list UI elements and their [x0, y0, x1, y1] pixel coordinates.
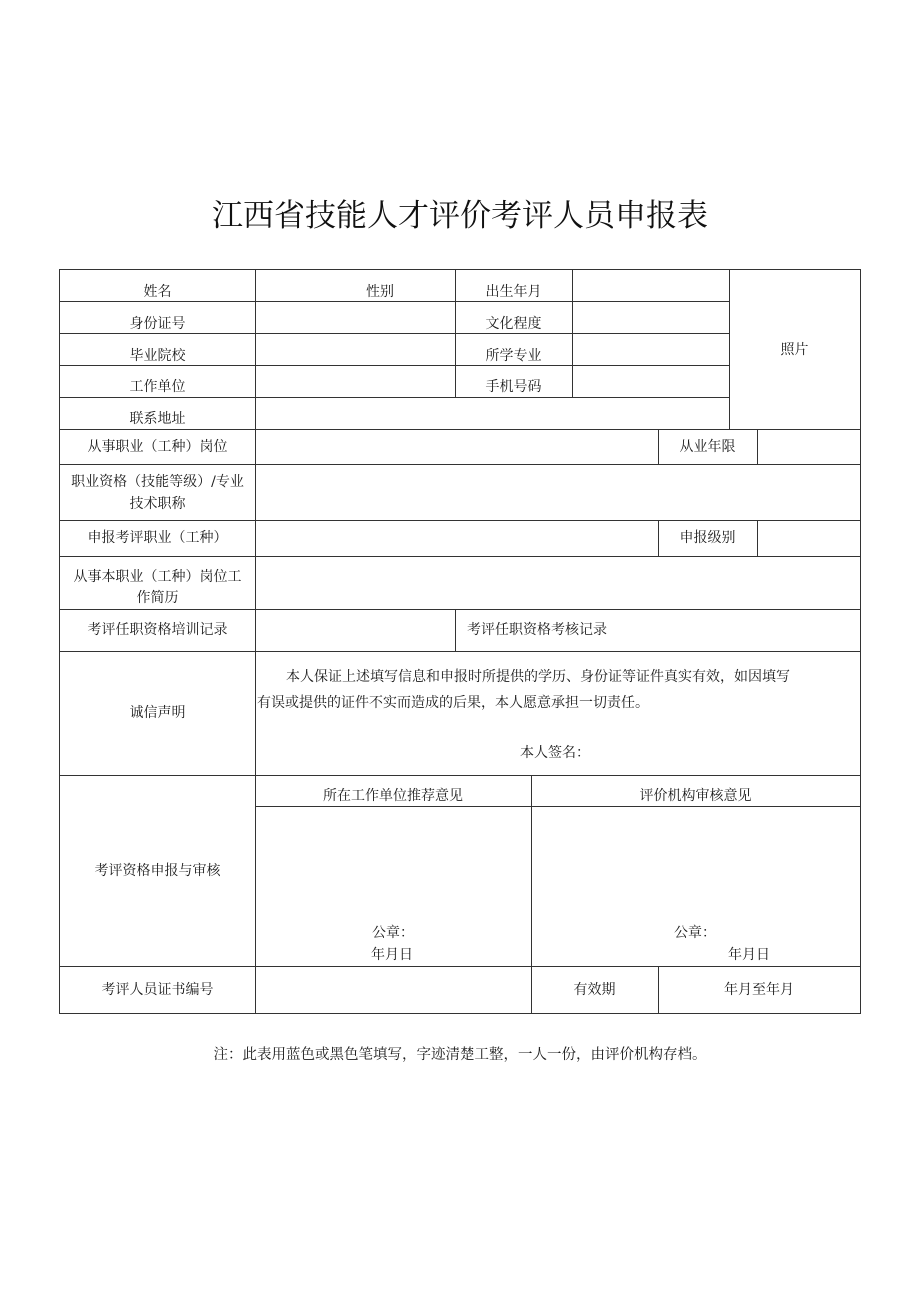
label-school: 毕业院校: [129, 348, 186, 364]
integrity-statement-line1: 本人保证上述填写信息和申报时所提供的学历、身份证等证件真实有效，如因填写: [286, 669, 790, 685]
date-right-label: 年月日: [728, 947, 770, 963]
footnote: 注：此表用蓝色或黑色笔填写，字迹清楚工整，一人一份，由评价机构存档。: [213, 1047, 707, 1063]
row-divider: [60, 464, 860, 465]
validity-range: 年月至年月: [724, 982, 794, 998]
label-work-unit: 工作单位: [129, 379, 186, 395]
row-divider: [60, 365, 729, 366]
col-divider: [455, 609, 456, 651]
label-occupation: 从事职业（工种）岗位: [87, 439, 228, 455]
signature-label: 本人签名：: [520, 745, 590, 761]
label-birth: 出生年月: [485, 284, 542, 300]
col-divider: [255, 270, 256, 1013]
label-training-record: 考评任职资格培训记录: [87, 622, 228, 638]
row-divider: [60, 301, 729, 302]
label-cert-number: 考评人员证书编号: [101, 982, 214, 998]
seal-left-label: 公章：: [372, 925, 414, 941]
row-divider: [60, 333, 729, 334]
label-address: 联系地址: [129, 411, 186, 427]
label-qualification-line2: 技术职称: [129, 496, 186, 512]
label-years: 从业年限: [679, 439, 736, 455]
row-divider: [255, 806, 860, 807]
label-id-number: 身份证号: [129, 316, 186, 332]
col-divider: [572, 270, 573, 397]
seal-right-label: 公章：: [674, 925, 716, 941]
label-integrity: 诚信声明: [129, 705, 186, 721]
label-agency-opinion: 评价机构审核意见: [639, 788, 752, 804]
col-divider: [757, 429, 758, 464]
application-form-table: [59, 269, 861, 1014]
label-education: 文化程度: [485, 316, 542, 332]
date-left-label: 年月日: [371, 947, 413, 963]
form-title: 江西省技能人才评价考评人员申报表: [212, 198, 708, 234]
label-gender: 性别: [366, 284, 394, 300]
label-apply-level: 申报级别: [679, 530, 736, 546]
col-divider: [531, 775, 532, 1013]
label-photo: 照片: [780, 342, 809, 358]
row-divider: [60, 520, 860, 521]
row-divider: [60, 429, 860, 430]
label-assessment-record: 考评任职资格考核记录: [467, 622, 607, 638]
label-validity: 有效期: [573, 982, 616, 998]
label-resume-line2: 作简历: [136, 590, 179, 606]
col-divider: [757, 520, 758, 556]
row-divider: [60, 651, 860, 652]
row-divider: [60, 556, 860, 557]
row-divider: [60, 775, 860, 776]
label-qualification-line1: 职业资格（技能等级）/专业: [71, 474, 244, 490]
label-name: 姓名: [143, 284, 172, 300]
row-divider: [60, 966, 860, 967]
label-apply-occupation: 申报考评职业（工种）: [87, 530, 228, 546]
integrity-statement-line2: 有误或提供的证件不实而造成的后果，本人愿意承担一切责任。: [257, 695, 649, 711]
label-major: 所学专业: [485, 348, 542, 364]
label-review-section: 考评资格申报与审核: [94, 863, 221, 879]
row-divider: [60, 397, 729, 398]
label-phone: 手机号码: [485, 379, 542, 395]
label-resume-line1: 从事本职业（工种）岗位工: [73, 569, 242, 585]
row-divider: [60, 609, 860, 610]
label-unit-opinion: 所在工作单位推荐意见: [323, 788, 463, 804]
